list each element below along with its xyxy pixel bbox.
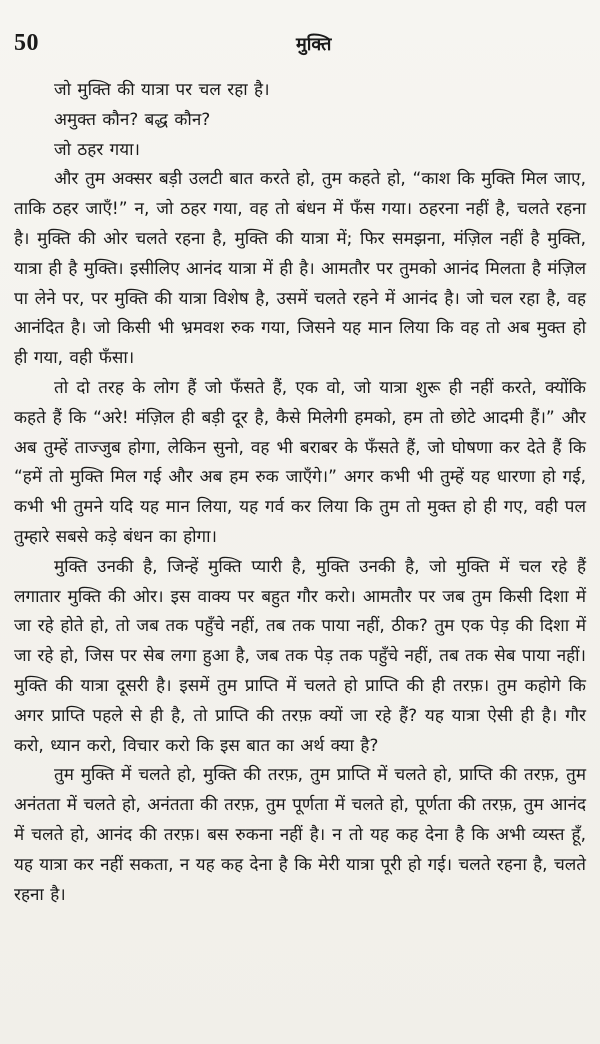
- paragraph-4: और तुम अक्सर बड़ी उलटी बात करते हो, तुम कहते हो, “काश कि मुक्ति मिल जाए, ताकि ठहर जाएँ!” न, जो ठहर गया, वह तो बंधन में फँस गया। ठहरना नहीं है, चलते रहना है। मुक्ति की ओर चलते रहना है, मुक्ति की यात्रा में; फिर समझना, मंज़िल नहीं है मुक्ति, यात्रा ही है मुक्ति। इसीलिए आनंद यात्रा में ही है। आमतौर पर तुमको आनंद मिलता है मंज़िल पा लेने पर, पर मुक्ति की यात्रा विशेष है, उसमें चलते रहने में आनंद है। जो चल रहा है, वह आनंदित है। जो किसी भी भ्रमवश रुक गया, जिसने यह मान लिया कि वह तो अब मुक्त हो ही गया, वही फँसा।: [14, 169, 586, 369]
- body-text: [14, 76, 586, 910]
- paragraph-7: तुम मुक्ति में चलते हो, मुक्ति की तरफ़, तुम प्राप्ति में चलते हो, प्राप्ति की तरफ़, तुम अनंतता में चलते हो, अनंतता की तरफ़, तुम पूर्णता में चलते हो, पूर्णता की तरफ़, तुम आनंद में चलते हो, आनंद की तरफ़। बस रुकना नहीं है। न तो यह कह देना है कि अभी व्यस्त हूँ, यह यात्रा कर नहीं सकता, न यह कह देना है कि मेरी यात्रा पूरी हो गई। चलते रहना है, चलते रहना है।: [14, 765, 586, 905]
- paragraph-3: जो ठहर गया।: [54, 139, 140, 160]
- paragraph-5: तो दो तरह के लोग हैं जो फँसते हैं, एक वो, जो यात्रा शुरू ही नहीं करते, क्योंकि कहते हैं कि “अरे! मंज़िल ही बड़ी दूर है, कैसे मिलेगी हमको, हम तो छोटे आदमी हैं।” और अब तुम्हें ताज्जुब होगा, लेकिन सुनो, वह भी बराबर के फँसते हैं, जो घोषणा कर देते हैं कि “हमें तो मुक्ति मिल गई और अब हम रुक जाएँगे।” अगर कभी भी तुम्हें यह धारणा हो गई, कभी भी तुमने यदि यह मान लिया, यह गर्व कर लिया कि तुम तो मुक्त हो ही गए, वही पल तुम्हारे सबसे कड़े बंधन का होगा।: [14, 377, 586, 547]
- paragraph-1: जो मुक्ति की यात्रा पर चल रहा है।: [54, 80, 270, 100]
- paragraph-2: अमुक्त कौन? बद्ध कौन?: [54, 109, 211, 130]
- page-number: 50: [14, 30, 39, 56]
- paragraph-6: मुक्ति उनकी है, जिन्हें मुक्ति प्यारी है, मुक्ति उनकी है, जो मुक्ति में चल रहे हैं लगातार मुक्ति की ओर। इस वाक्य पर बहुत गौर करो। आमतौर पर जब तुम किसी दिशा में जा रहे होते हो, तो जब तक पहुँचे नहीं, तब तक पाया नहीं, ठीक? तुम एक पेड़ की दिशा में जा रहे हो, जिस पर सेब लगा हुआ है, जब तक पेड़ तक पहुँचे नहीं, तब तक सेब पाया नहीं। मुक्ति की यात्रा दूसरी है। इसमें तुम प्राप्ति में चलते हो प्राप्ति की ही तरफ़। तुम कहोगे कि अगर प्राप्ति पहले से ही है, तो प्राप्ति की तरफ़ क्यों जा रहे हैं? यह यात्रा ऐसी ही है। गौर करो, ध्यान करो, विचार करो कि इस बात का अर्थ क्या है?: [14, 556, 586, 756]
- running-title: मुक्ति: [296, 34, 332, 55]
- page-header: [14, 30, 586, 60]
